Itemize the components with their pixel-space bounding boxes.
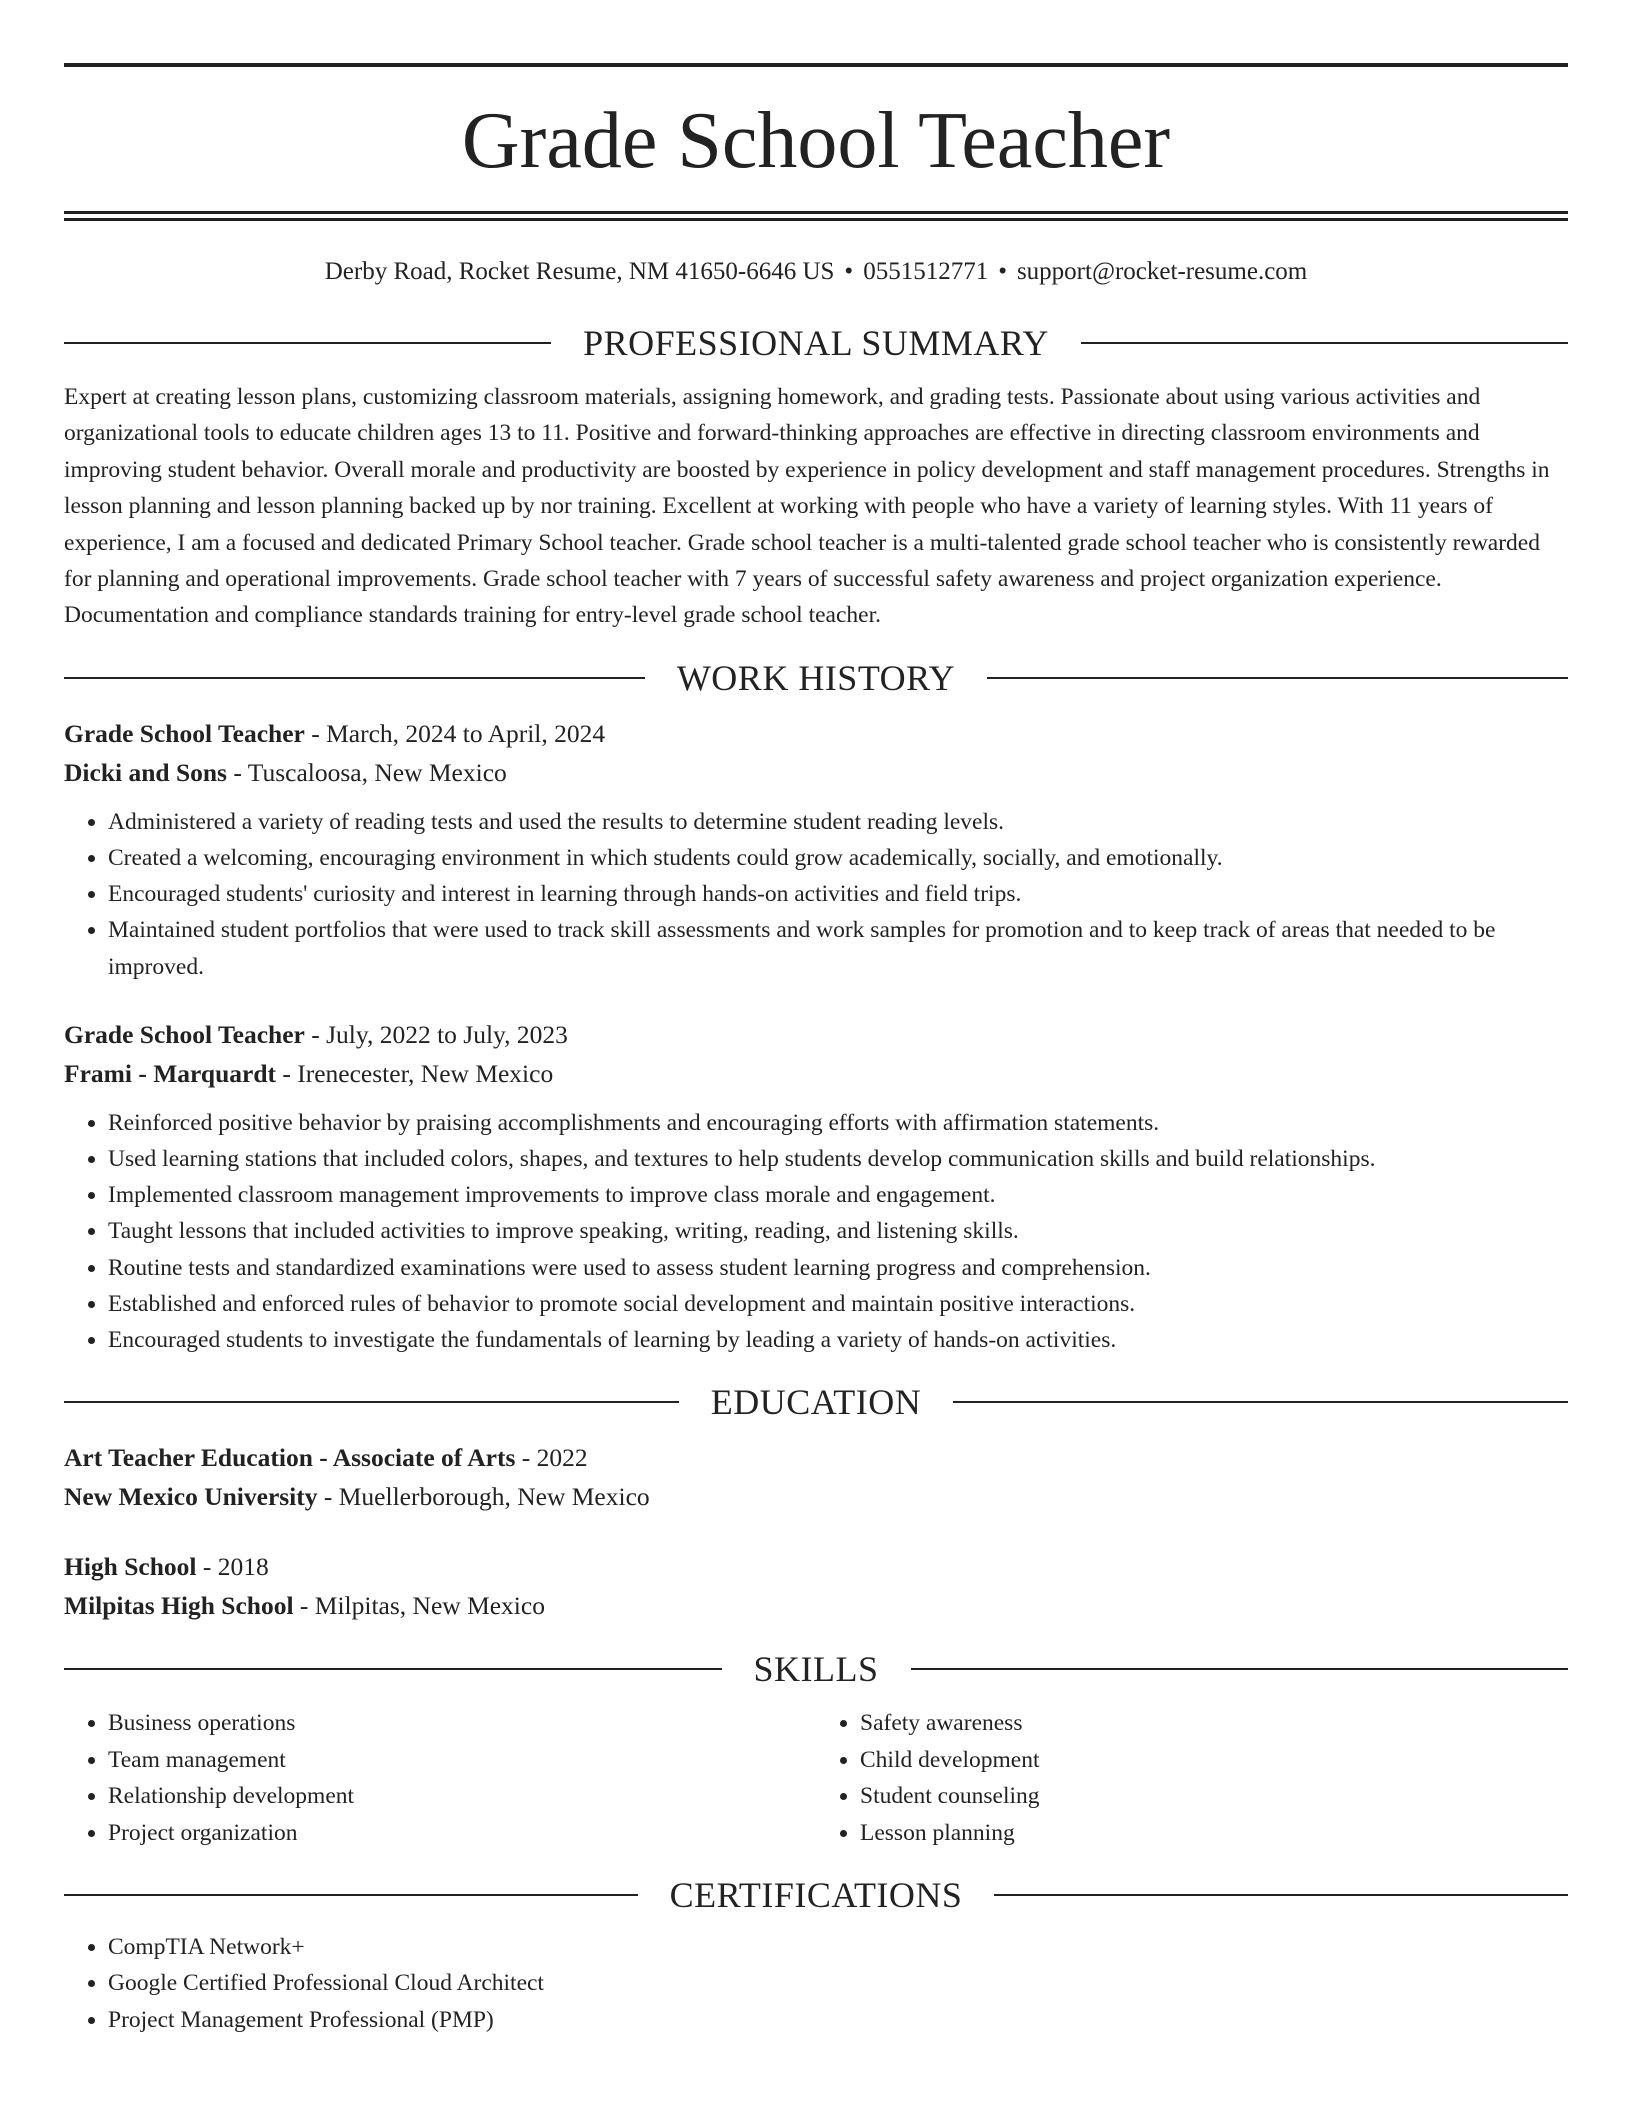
job-entry [64,714,1568,792]
section-title-work: WORK HISTORY [676,657,956,698]
divider-line [994,1894,1568,1896]
list-item: • Encouraged students to investigate the fundamentals of learning by leading a variety of hands-on activities. [108,1322,1568,1358]
job-company-line [64,753,1568,792]
job-title-line [64,714,1568,753]
section-title-summary: PROFESSIONAL SUMMARY [583,323,1049,363]
separator-dot: • [844,258,854,285]
skills-columns [64,1705,1568,1851]
job-dates: - March, 2024 to April, 2024 [304,718,606,748]
divider-line [64,677,645,679]
skills-list-left [64,1705,816,1851]
list-item: • Project Management Professional (PMP) [108,2002,1568,2038]
section-header-skills [64,1647,1568,1691]
job-company-line [64,1054,1568,1093]
list-item: • Student counseling [860,1778,1568,1815]
list-item: • Reinforced positive behavior by praising accomplishments and encouraging efforts with affirmation statements. [108,1105,1568,1141]
job-location: - Tuscaloosa, New Mexico [227,757,507,787]
education-school: New Mexico University [64,1482,318,1512]
section-title-certifications: CERTIFICATIONS [669,1875,963,1916]
education-school: Milpitas High School [64,1591,294,1621]
education-year: - 2018 [196,1552,269,1582]
section-title-education: EDUCATION [710,1382,922,1423]
section-header-certifications [64,1873,1568,1917]
resume-name: Grade School Teacher [461,97,1171,185]
list-item: • Implemented classroom management improvements to improve class morale and engagement. [108,1177,1568,1213]
job-title-line [64,1015,1568,1054]
education-entry [64,1547,1568,1625]
divider-line [911,1668,1569,1670]
education-location: - Milpitas, New Mexico [293,1591,545,1621]
job-role: Grade School Teacher [64,718,305,748]
job-dates: - July, 2022 to July, 2023 [304,1019,568,1049]
education-school-line [64,1586,1568,1625]
job-bullets [64,804,1568,985]
list-item: • CompTIA Network+ [108,1929,1568,1965]
summary-text: Expert at creating lesson plans, customizing classroom materials, assigning homework, and grading tests. Passionate about using various activities and organizational tools to educate children ages 13 to 11. Positive and forward-thinking approaches are effective in directing classroom environments and improving student behavior. Overall morale and productivity are boosted by experience in policy development and staff management procedures. Strengths in lesson planning and lesson planning backed up by nor training. Excellent at working with people who have a variety of learning styles. With 11 years of experience, I am a focused and dedicated Primary School teacher. Grade school teacher is a multi-talented grade school teacher who is consistently rewarded for planning and operational improvements. Grade school teacher with 7 years of successful safety awareness and project organization experience. Documentation and compliance standards training for entry-level grade school teacher. [64,384,1550,629]
divider-line [953,1401,1568,1403]
job-bullets [64,1105,1568,1358]
list-item: • Used learning stations that included colors, shapes, and textures to help students develop communication skills and build relationships. [108,1141,1568,1177]
education-entry [64,1438,1568,1516]
contact-phone: 0551512771 [863,258,989,285]
divider-line [987,677,1568,679]
list-item: • Routine tests and standardized examinations were used to assess student learning progress and comprehension. [108,1250,1568,1286]
job-entry [64,1015,1568,1093]
double-rule [64,211,1568,221]
section-header-summary [64,321,1568,365]
list-item: • Established and enforced rules of behavior to promote social development and maintain positive interactions. [108,1286,1568,1322]
divider-line [64,1668,722,1670]
list-item: • Created a welcoming, encouraging environment in which students could grow academically, socially, and emotionally. [108,840,1568,876]
section-title-skills: SKILLS [753,1649,879,1690]
divider-line [1081,342,1568,344]
education-degree-line [64,1547,1568,1586]
education-degree: Art Teacher Education - Associate of Arts [64,1443,516,1473]
education-location: - Muellerborough, New Mexico [317,1482,650,1512]
list-item: • Safety awareness [860,1705,1568,1742]
list-item: • Taught lessons that included activities to improve speaking, writing, reading, and listening skills. [108,1213,1568,1249]
list-item: • Google Certified Professional Cloud Architect [108,1965,1568,2001]
job-company: Frami - Marquardt [64,1058,276,1088]
skills-list-right [816,1705,1568,1851]
education-degree-line [64,1438,1568,1477]
separator-dot: • [998,258,1007,285]
contact-address: Derby Road, Rocket Resume, NM 41650-6646 US [324,258,835,285]
list-item: • Child development [860,1742,1568,1779]
job-company: Dicki and Sons [64,757,227,787]
list-item: • Lesson planning [860,1815,1568,1852]
list-item: • Maintained student portfolios that were used to track skill assessments and work samples for promotion and to keep track of areas that needed to be improved. [108,912,1568,984]
list-item: • Project organization [108,1815,816,1852]
education-school-line [64,1477,1568,1516]
list-item: • Team management [108,1742,816,1779]
divider-line [64,1894,638,1896]
list-item: • Business operations [108,1705,816,1742]
section-header-work [64,656,1568,700]
divider-line [64,342,551,344]
section-header-education [64,1380,1568,1424]
education-year: - 2022 [515,1443,588,1473]
job-role: Grade School Teacher [64,1019,305,1049]
education-degree: High School [64,1552,197,1582]
contact-line [64,257,1568,287]
list-item: • Administered a variety of reading tests and used the results to determine student reading levels. [108,804,1568,840]
job-location: - Irenecester, New Mexico [276,1058,554,1088]
list-item: • Relationship development [108,1778,816,1815]
list-item: • Encouraged students' curiosity and interest in learning through hands-on activities and field trips. [108,876,1568,912]
divider-line [64,1401,679,1403]
contact-email: support@rocket-resume.com [1016,258,1308,285]
certifications-list [64,1929,1568,2038]
